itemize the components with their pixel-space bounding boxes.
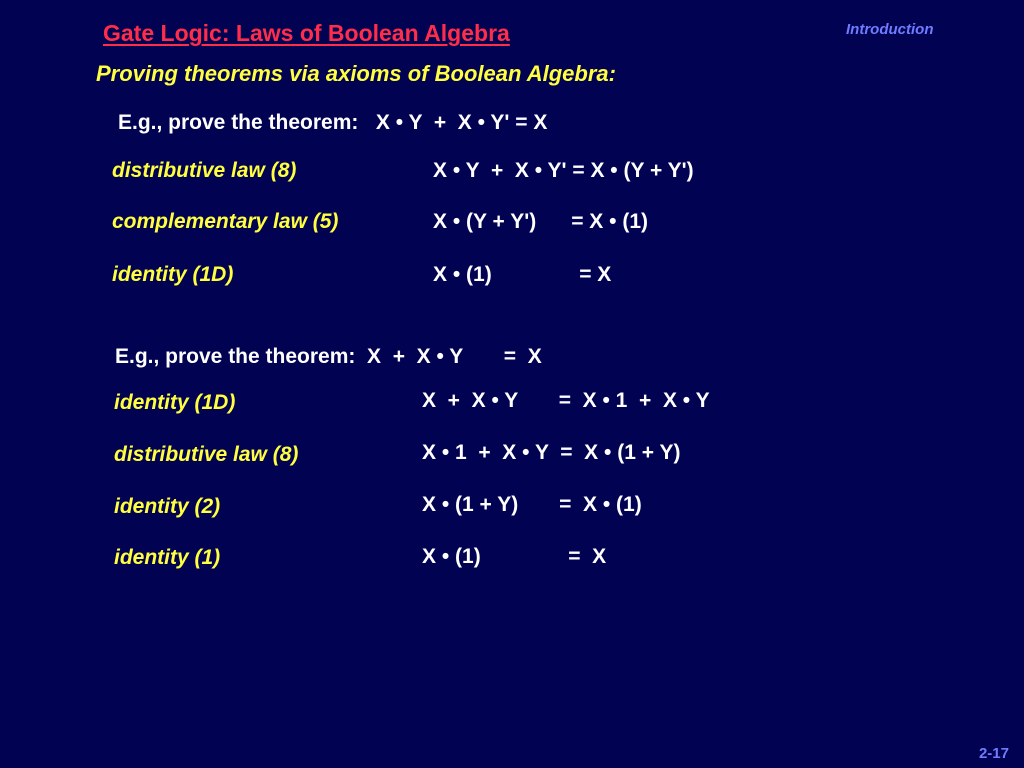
proof2-step2-expr: X • 1 + X • Y = X • (1 + Y) <box>422 441 681 464</box>
proof1-step2-law: complementary law (5) <box>112 210 339 233</box>
proof2-step1-expr: X + X • Y = X • 1 + X • Y <box>422 389 710 412</box>
proof1-step3-expr: X • (1) = X <box>433 263 612 286</box>
proof2-step4-expr: X • (1) = X <box>422 545 607 568</box>
proof2-step3-expr: X • (1 + Y) = X • (1) <box>422 493 642 516</box>
slide-title: Gate Logic: Laws of Boolean Algebra <box>103 20 510 46</box>
proof1-theorem: E.g., prove the theorem: X • Y + X • Y' = X <box>118 111 548 134</box>
proof1-step3-law: identity (1D) <box>112 263 234 286</box>
page-number: 2-17 <box>978 745 1009 762</box>
proof2-theorem: E.g., prove the theorem: X + X • Y = X <box>115 345 542 368</box>
proof1-step2-expr: X • (Y + Y') = X • (1) <box>433 210 648 233</box>
proof1-step1-expr: X • Y + X • Y' = X • (Y + Y') <box>433 159 694 182</box>
section-tag: Introduction <box>846 21 934 38</box>
proof2-step2-law: distributive law (8) <box>114 443 299 466</box>
subtitle: Proving theorems via axioms of Boolean Algebra: <box>96 61 616 86</box>
proof2-step4-law: identity (1) <box>114 546 221 569</box>
proof1-step1-law: distributive law (8) <box>112 159 297 182</box>
proof2-step1-law: identity (1D) <box>114 391 236 414</box>
proof2-step3-law: identity (2) <box>114 495 221 518</box>
